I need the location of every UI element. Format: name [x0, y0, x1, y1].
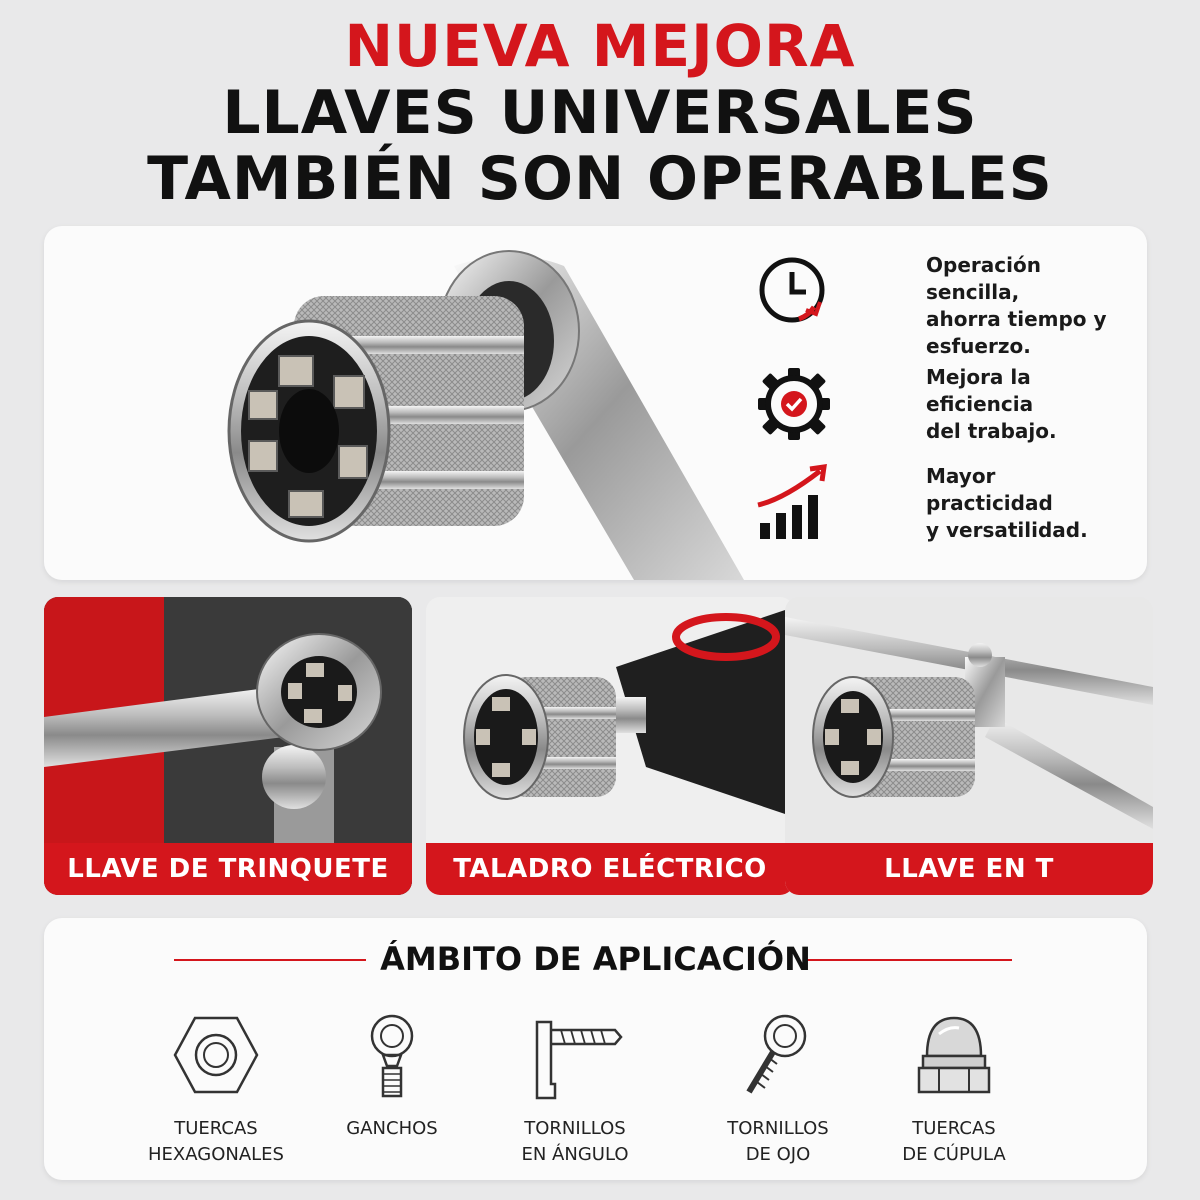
hex-nut-icon	[171, 1010, 261, 1100]
app-hooks	[312, 1010, 472, 1142]
feature-3-line-1: Mayor practicidad	[926, 464, 1053, 515]
applications-card	[44, 918, 1147, 1180]
feature-2-line-1: Mejora la eficiencia	[926, 365, 1034, 416]
tool-label-ratchet: LLAVE DE TRINQUETE	[44, 843, 412, 895]
app-5-line-1: TUERCAS	[912, 1118, 996, 1139]
growth-chart-icon	[754, 463, 834, 543]
feature-3-line-2: y versatilidad.	[926, 518, 1088, 542]
headline-line-2: LLAVES UNIVERSALES	[222, 78, 978, 148]
tool-label-t-wrench: LLAVE EN T	[785, 843, 1153, 895]
tool-label-drill: TALADRO ELÉCTRICO	[426, 843, 794, 895]
clock-icon	[754, 252, 834, 332]
feature-simple-operation	[754, 252, 1114, 358]
tool-card-drill	[426, 597, 794, 895]
feature-1-line-3: esfuerzo.	[926, 334, 1031, 358]
app-5-line-2: DE CÚPULA	[902, 1144, 1006, 1165]
app-1-line-1: TUERCAS	[174, 1118, 258, 1139]
eye-screw-icon	[733, 1010, 823, 1100]
app-angle-screws	[495, 1010, 655, 1168]
tool-card-t-wrench	[785, 597, 1153, 895]
app-3-line-1: TORNILLOS	[524, 1118, 626, 1139]
applications-title: ÁMBITO DE APLICACIÓN	[380, 940, 811, 978]
app-1-line-2: HEXAGONALES	[148, 1144, 284, 1165]
tool-card-ratchet	[44, 597, 412, 895]
app-4-line-1: TORNILLOS	[727, 1118, 829, 1139]
feature-1-line-2: ahorra tiempo y	[926, 307, 1107, 331]
headline-line-3: TAMBIÉN SON OPERABLES	[147, 144, 1053, 214]
feature-versatility	[754, 463, 1114, 553]
feature-1-line-1: Operación sencilla,	[926, 253, 1041, 304]
feature-efficiency	[754, 364, 1114, 454]
app-eye-screws	[698, 1010, 858, 1168]
eye-hook-icon	[347, 1010, 437, 1100]
gear-check-icon	[754, 364, 834, 444]
app-4-line-2: DE OJO	[745, 1144, 811, 1165]
app-cap-nuts	[874, 1010, 1034, 1168]
headline-line-1: NUEVA MEJORA	[344, 12, 856, 80]
cap-nut-icon	[909, 1010, 999, 1100]
app-2-line-1: GANCHOS	[346, 1118, 438, 1139]
feature-2-line-2: del trabajo.	[926, 419, 1057, 443]
app-3-line-2: EN ÁNGULO	[521, 1144, 629, 1165]
universal-socket-wrench-image	[44, 226, 814, 580]
angle-screw-icon	[525, 1010, 625, 1100]
app-hex-nuts	[136, 1010, 296, 1168]
